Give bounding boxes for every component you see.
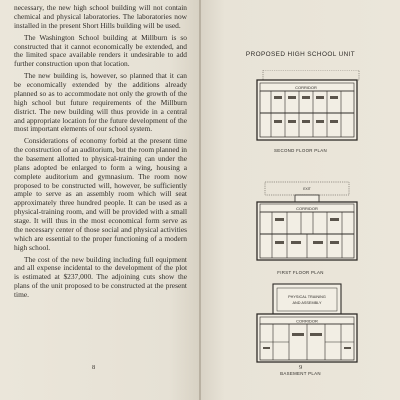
second-floor-plan-drawing — [251, 70, 361, 145]
page-number: 8 — [92, 364, 96, 371]
plan-caption: SECOND FLOOR PLAN — [274, 148, 327, 153]
page-number: 9 — [299, 364, 303, 371]
plan-label: CORRIDOR — [296, 318, 318, 324]
plan-label: EXIT — [303, 187, 311, 191]
plan-label: AND ASSEMBLY — [292, 301, 322, 305]
plan-caption: BASEMENT PLAN — [280, 371, 321, 376]
plan-label: CORRIDOR — [296, 206, 318, 211]
plan-label: CORRIDOR — [295, 85, 317, 90]
paragraph: Considerations of economy forbid at the present time the construction of an auditorium, but the room planned in the basement allotted to physical-training can under the plans adopted be enlarged to form a wing, housing a complete auditorium and gymnasium. The room now proposed to be constructed will, however, be sufficiently ample to serve as an assembly room which will seat approximately three hundred people. It can be used as a physical-training room, and will be provided with a small stage. It will thus in the most economical form serve as the necessary center of those social and physical activities which are essential to the proper functioning of a modern high school. — [14, 136, 187, 252]
body-text — [14, 4, 187, 303]
paragraph: The Washington School building at Millburn is so constructed that it cannot economically be extended, and the limited space available renders it undesirable to add further construction upon that location. — [14, 32, 187, 69]
plan-label: PHYSICAL TRAINING — [288, 295, 326, 299]
plans-title: PROPOSED HIGH SCHOOL UNIT — [245, 51, 356, 58]
right-page — [201, 0, 400, 400]
plan-caption: FIRST FLOOR PLAN — [277, 270, 324, 275]
paragraph: necessary, the new high school building will not contain chemical and physical laboratories. The laboratories now installed in the present Short Hills building will be used. — [14, 3, 187, 30]
paragraph: The new building is, however, so planned that it can be economically extended by the additions already planned so as to accommodate not only the growth of the high school but future requirements of the Millburn district. The new building will thus provide in a central and appropriate location for the future development of the most important elements of our school system. — [14, 71, 187, 134]
first-floor-plan-drawing — [251, 178, 363, 266]
basement-plan-drawing — [251, 283, 363, 367]
left-page — [0, 0, 199, 400]
paragraph: The cost of the new building including full equipment and all expense incidental to the development of the plot is estimated at $237,000. The adjoining cuts show the plans of the unit proposed to be constructed at the present time. — [14, 254, 187, 299]
